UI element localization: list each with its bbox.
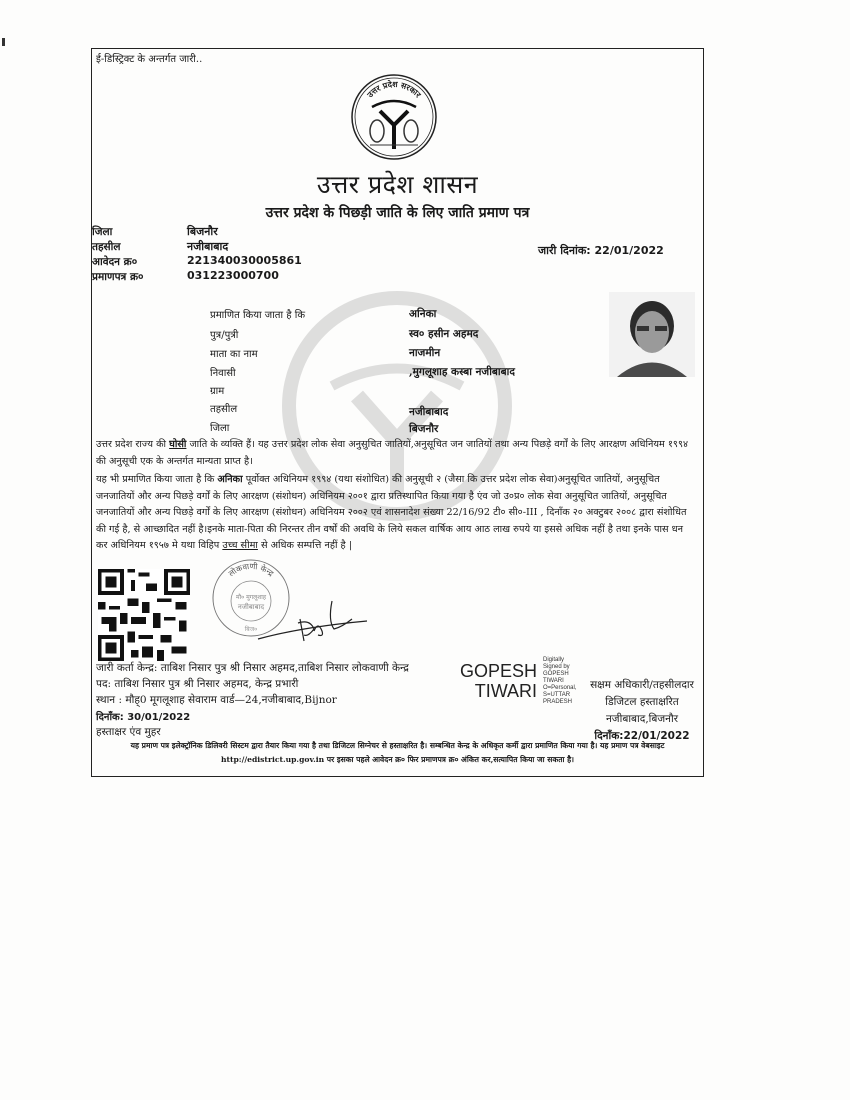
seal-top-text: लोकवाणी केन्द्र — [226, 561, 276, 579]
para1-text-end: जाति के व्यक्ति हैं। यह उत्तर प्रदेश लोक सेवा अनुसुचित जातियों,अनुसूचित जन जातियों तथा अन्य पिछड़े वर्गों के लिए आरक्षण अधिनियम १९९४ की अनुसूची एक के अन्तर्गत मान्यता प्राप्त है। — [96, 439, 689, 467]
digital-signature-details — [543, 657, 577, 706]
detail-tehsil-label: तहसील — [210, 404, 238, 415]
dsig-line: TIWARI — [543, 678, 564, 684]
applicant-name: अनिका — [409, 308, 437, 320]
village-label: ग्राम — [210, 386, 225, 397]
signer-first-name: GOPESH — [460, 661, 538, 681]
certificate-subtitle: उत्तर प्रदेश के पिछड़ी जाति के लिए जाति प्रमाण पत्र — [265, 205, 530, 221]
seal-inner-text-2: नजीबाबाद — [237, 603, 265, 611]
tehsil-label: तहसील — [92, 241, 121, 253]
issuer-location: स्थान : मौह्0 मूगलूशाह सेवाराम वार्ड—24,नजीबाबाद,Bijnor — [96, 694, 337, 706]
district-value: बिजनौर — [187, 225, 218, 238]
detail-district-label: जिला — [210, 423, 230, 434]
officer-digital-signed: डिजिटल हस्ताक्षरित — [605, 696, 679, 708]
wealth-limit-text: उच्च सीमा — [222, 540, 258, 551]
resident-label: निवासी — [210, 368, 236, 379]
detail-district-value: बिजनौर — [409, 423, 439, 435]
svg-text:उत्तर प्रदेश सरकार — [364, 79, 424, 100]
digital-signer-name — [460, 661, 537, 701]
scan-mark — [2, 38, 5, 46]
issuing-center: जारी कर्ता केन्द्र: ताबिश निसार पुत्र श्री निसार अहमद,ताबिश निसार लोकवाणी केन्द्र — [96, 662, 409, 674]
dsig-line: Signed by — [543, 664, 570, 670]
para1-text-start: उत्तर प्रदेश राज्य की — [96, 439, 170, 450]
detail-tehsil-value: नजीबाबाद — [409, 406, 449, 418]
up-emblem-logo — [350, 73, 438, 161]
para2-text-end: से अधिक सम्पत्ति नहीं है | — [257, 540, 353, 551]
caste-paragraph — [96, 437, 696, 470]
para2-text-start: यह भी प्रमाणित किया जाता है कि — [96, 474, 218, 485]
officer-date: दिनाँक:22/01/2022 — [594, 730, 690, 742]
certificate-frame — [91, 48, 704, 777]
certificate-no-value: 031223000700 — [187, 269, 279, 282]
qr-code[interactable] — [98, 569, 190, 661]
svg-text:लोकवाणी केन्द्र — [226, 561, 275, 579]
dsig-line: Digitally — [543, 657, 565, 663]
competent-officer-block — [580, 677, 704, 745]
caste-name: घोसी — [169, 439, 187, 450]
emblem-text: उत्तर प्रदेश सरकार — [364, 78, 424, 100]
dsig-line: GOPESH — [543, 671, 569, 677]
officer-designation: सक्षम अधिकारी/तहसीलदार — [590, 679, 694, 691]
income-paragraph — [96, 472, 696, 555]
mother-name-label: माता का नाम — [210, 349, 258, 360]
father-name: स्व० हसीन अहमद — [409, 328, 479, 340]
seal-bottom-text: बिज० — [244, 626, 258, 633]
signer-last-name: TIWARI — [474, 681, 538, 701]
issued-under-note: ई-डिस्ट्रिक्ट के अन्तर्गत जारी.. — [96, 54, 203, 65]
handwritten-signature — [252, 589, 372, 649]
verification-footer: यह प्रमाण पत्र इलेक्ट्रॉनिक डिलिवरी सिस्टम द्वारा तैयार किया गया है तथा डिजिटल सिग्नेचर से हस्ताक्षरित है। सम्बन्धित केन्द्र के अधिकृत कर्मी द्वारा प्रमाणित किया गया है। यह प्रमाण पत्र वेबसाइट http://edistrict.up.gov.in पर इसका पहले आवेदन क्र० फिर प्रमाणपत्र क्र० अंकित कर,सत्यापित किया जा सकता है। — [130, 741, 665, 764]
officer-location: नजीबाबाद,बिजनौर — [605, 713, 679, 725]
signature-and-seal-label: हस्ताक्षर एंव मुहर — [96, 726, 161, 738]
resident-value: ,मुगलूशाह कस्बा नजीबाबाद — [409, 366, 515, 378]
tehsil-value: नजीबाबाद — [187, 240, 229, 253]
dsig-line: PRADESH — [543, 699, 573, 705]
application-no-value: 221340030005861 — [187, 254, 302, 267]
dsig-line: O=Personal, — [543, 685, 577, 691]
main-title: उत्तर प्रदेश शासन — [316, 170, 479, 199]
mother-name: नाजमीन — [409, 347, 441, 359]
issuer-date: दिनाँक: 30/01/2022 — [96, 712, 191, 723]
certified-that-label: प्रमाणित किया जाता है कि — [210, 310, 306, 321]
issuer-designation: पद: ताबिश निसार पुत्र श्री निसार अहमद, केन्द्र प्रभारी — [96, 678, 299, 690]
para2-text-middle: पूर्वोक्त अधिनियम १९९४ (यथा संशोधित) की अनुसूची २ (जैसा कि उत्तर प्रदेश लोक सेवा)अनुसूचित जातियों, अनुसूचित जनजातियों और अन्य पिछड़े वर्गों के लिए आरक्षण (संशोधन) अधिनियम २००१ द्वारा प्रतिस्थापित किया गया है एंव जो उ०प्र० लोक सेवा अनुसूचित जातियों, अनुसूचित जनजातियों और अन्य पिछड़े वर्गों के लिए आरक्षण (संशोधन) अधिनियम २००२ एवं शासनादेश संख्या 22/16/92 टी० सी०-III , दिनाँक २० अक्टुबर २००८ द्वारा संशोधित की गई है, से आच्छादित नहीं है।इनके माता-पिता की निरन्तर तीन वर्षों की अवधि के लिये सकल वार्षिक आय आठ लाख रुपये या इससे अधिक नहीं है तथा इनके पास धन कर अधिनियम १९५७ मे यथा विहिप — [96, 474, 687, 551]
para2-applicant-name: अनिका — [217, 474, 243, 485]
issue-date: जारी दिनांक: 22/01/2022 — [538, 244, 664, 257]
certificate-no-label: प्रमाणपत्र क्र० — [92, 271, 144, 283]
applicant-photo — [609, 292, 695, 377]
seal-inner-text-1: मौ० मुगलूशाह — [235, 594, 267, 601]
son-daughter-label: पुत्र/पुत्री — [210, 330, 239, 341]
dsig-line: S=UTTAR — [543, 692, 571, 698]
application-no-label: आवेदन क्र० — [92, 256, 138, 268]
district-label: जिला — [92, 226, 113, 238]
